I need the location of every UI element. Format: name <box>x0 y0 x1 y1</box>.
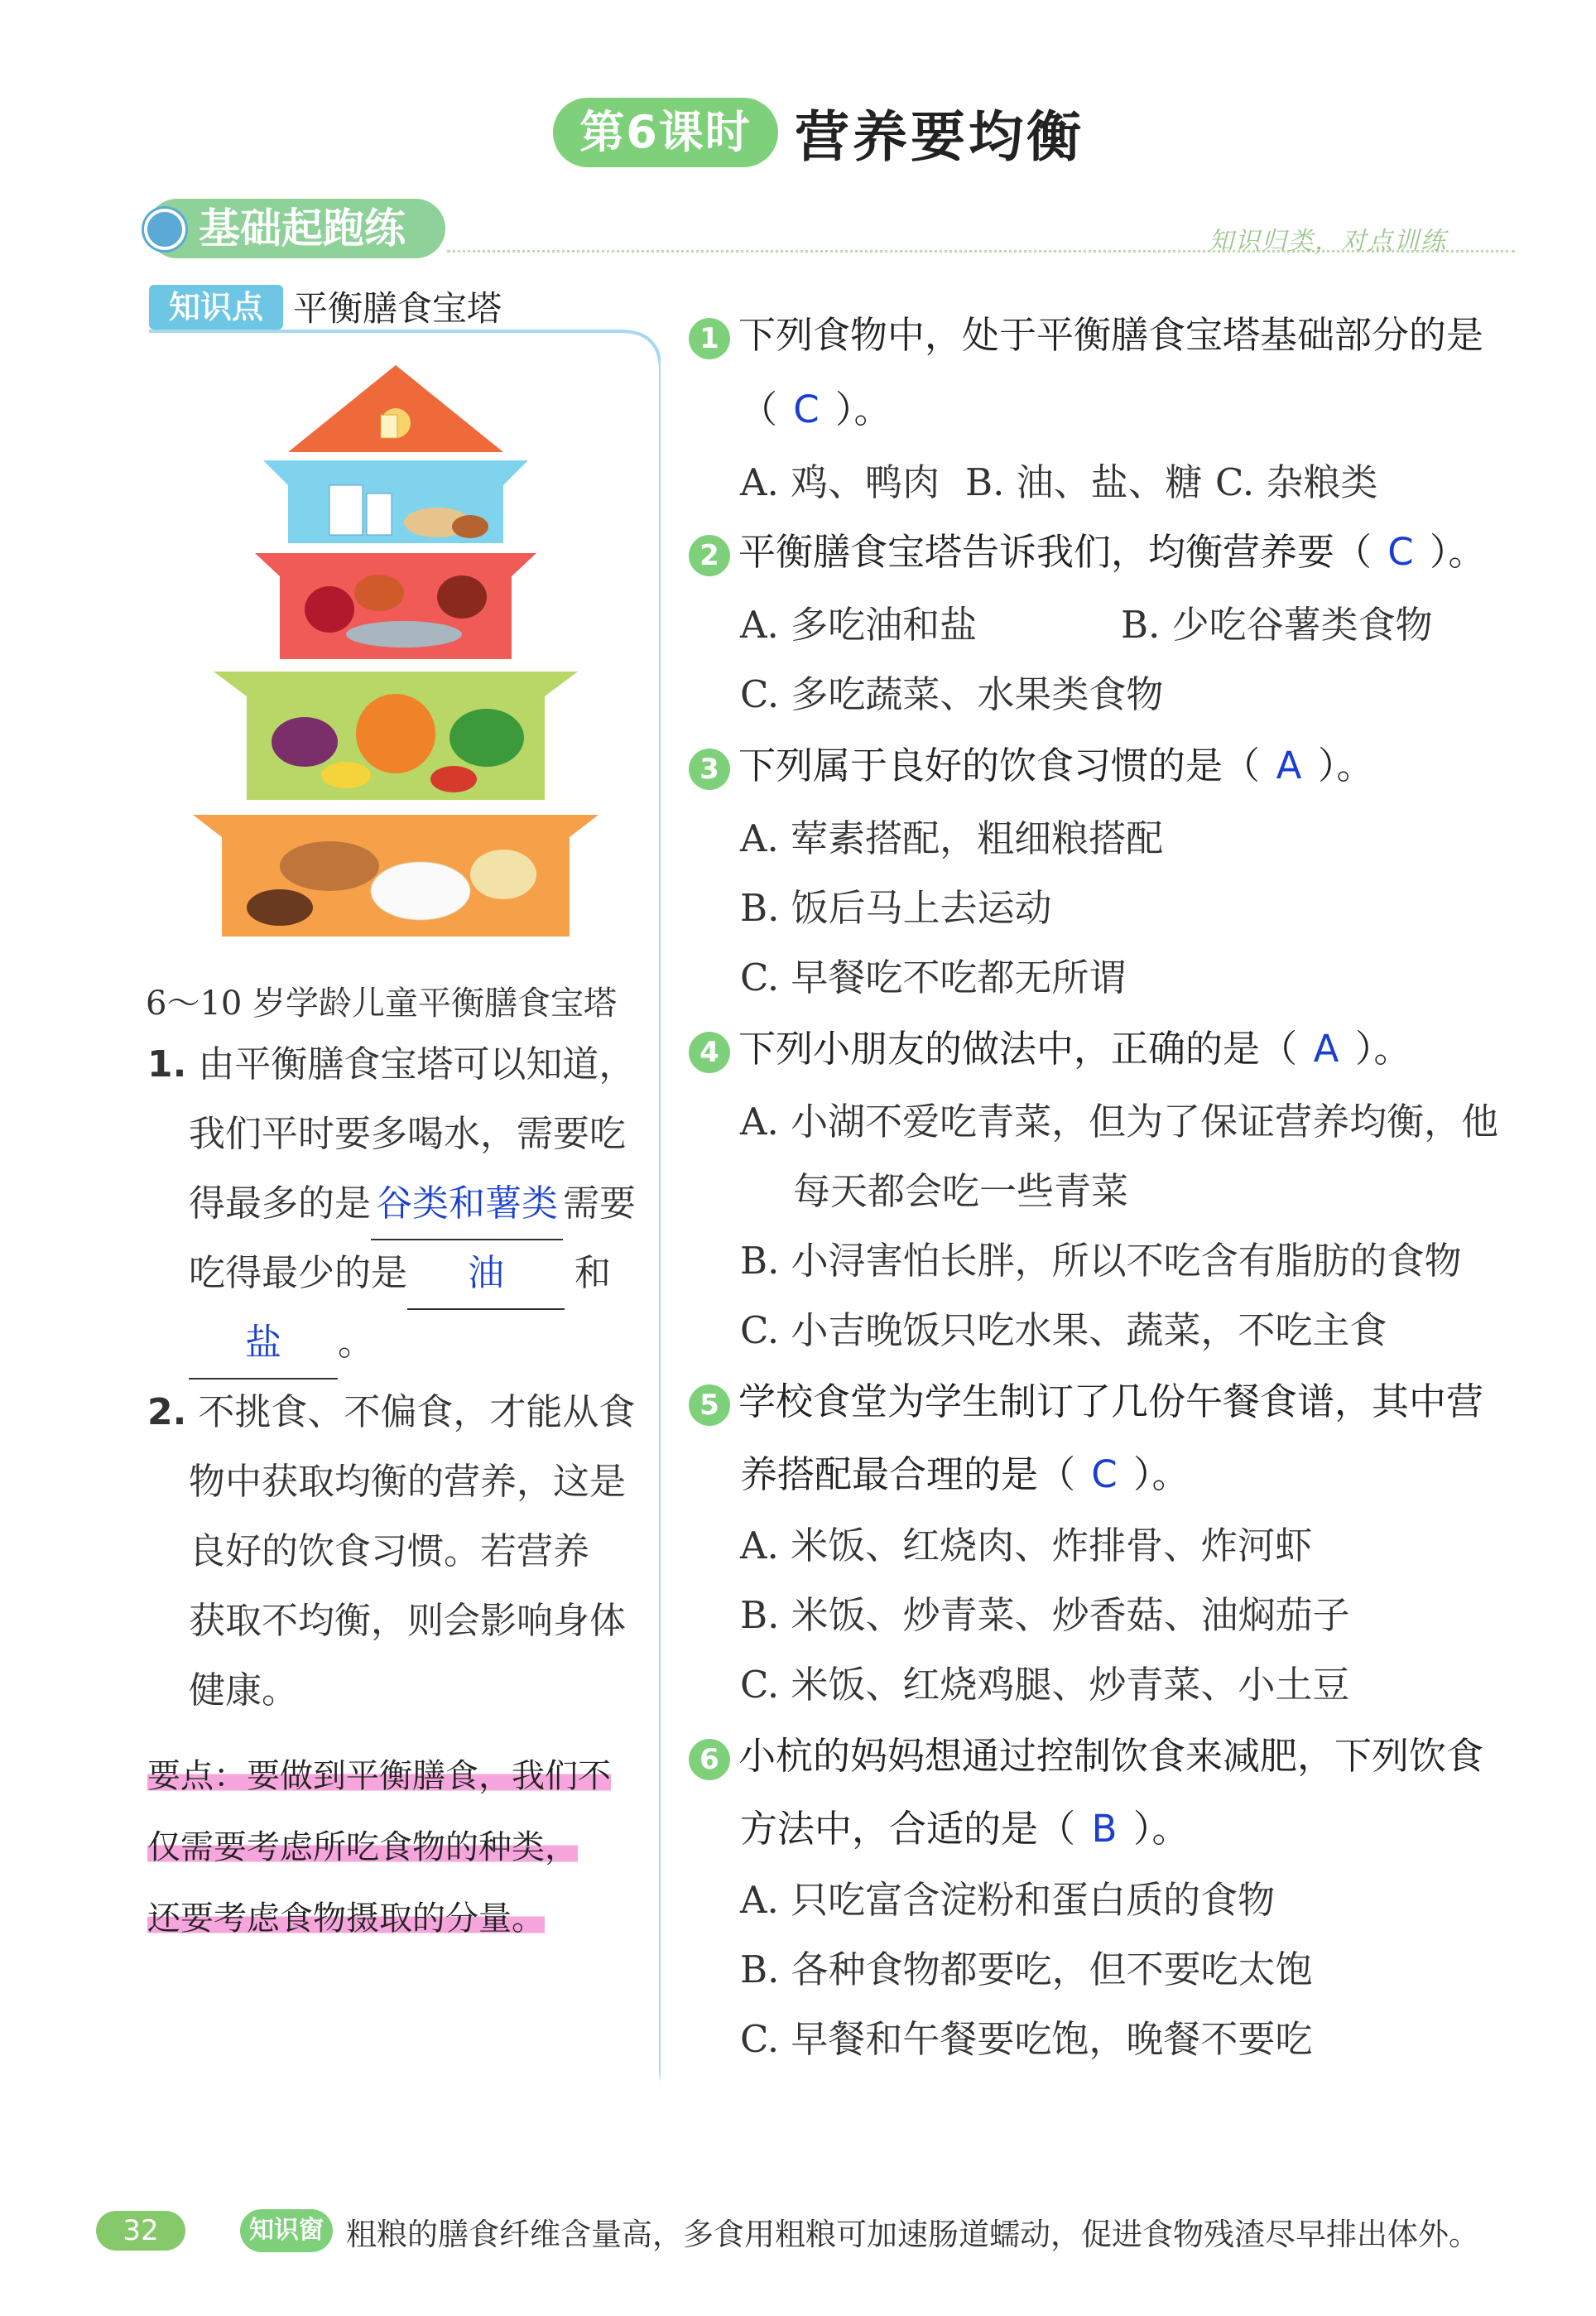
item2-line1 <box>147 1378 635 1447</box>
question-2-option-c[interactable]: C. 多吃蔬菜、水果类食物 <box>740 672 1164 716</box>
question-6-stem: 小杭的妈妈想通过控制饮食来减肥，下列饮食 <box>738 1734 1484 1778</box>
paren-close: ）。 <box>1355 1027 1411 1071</box>
question-number-1: 1 <box>689 318 730 359</box>
question-5-answer[interactable]: C <box>1091 1452 1118 1496</box>
item2-number: 2. <box>147 1391 187 1433</box>
paren-close: ）。 <box>1133 1807 1190 1851</box>
knowledge-window-tag: 知识窗 <box>240 2209 333 2252</box>
question-4-option-a[interactable]: A. 小湖不爱吃青菜，但为了保证营养均衡，他 <box>740 1100 1499 1144</box>
tip-line-1: 要点：要做到平衡膳食，我们不 <box>147 1757 611 1795</box>
question-1-answer[interactable]: C <box>793 388 820 431</box>
item1-line3-post: 需要 <box>563 1182 636 1225</box>
question-2-answer[interactable]: C <box>1387 530 1414 574</box>
lesson-badge: 第6课时 <box>553 98 778 167</box>
question-1 <box>689 305 1483 359</box>
question-4-stem: 下列小朋友的做法中，正确的是（ <box>738 1027 1298 1071</box>
question-number-3: 3 <box>689 749 730 790</box>
paren-close: ）。 <box>1318 744 1374 787</box>
question-3-option-c[interactable]: C. 早餐吃不吃都无所谓 <box>740 956 1127 999</box>
question-4-answer[interactable]: A <box>1313 1027 1339 1071</box>
item1-line4-pre: 吃得最少的是 <box>189 1252 407 1294</box>
answer-blank-1[interactable]: 谷类和薯类 <box>371 1169 563 1240</box>
question-number-5: 5 <box>689 1384 730 1426</box>
paren-open: （ <box>740 388 778 431</box>
item1-line4-post: 和 <box>574 1252 611 1294</box>
question-3-stem: 下列属于良好的饮食习惯的是（ <box>738 744 1261 787</box>
question-4 <box>689 1018 1411 1073</box>
question-3 <box>689 735 1374 790</box>
question-5-stem: 学校食堂为学生制订了几份午餐食谱，其中营 <box>738 1379 1484 1423</box>
question-1-stem: 下列食物中，处于平衡膳食宝塔基础部分的是 <box>738 313 1484 357</box>
section-banner: 基础起跑练 <box>147 199 445 258</box>
item2-line5: 健康。 <box>189 1669 298 1712</box>
item1-line3 <box>189 1169 636 1240</box>
tip-line-2: 仅需要考虑所吃食物的种类， <box>147 1828 578 1866</box>
item1-end: 。 <box>338 1322 374 1364</box>
paren-close: ）。 <box>1430 530 1486 574</box>
question-number-4: 4 <box>689 1032 730 1073</box>
question-5-option-b[interactable]: B. 米饭、炒青菜、炒香菇、油焖茄子 <box>740 1593 1350 1637</box>
item2-line2: 物中获取均衡的营养，这是 <box>189 1461 626 1503</box>
question-6-option-c[interactable]: C. 早餐和午餐要吃饱，晚餐不要吃 <box>740 2017 1313 2061</box>
paren-close: ）。 <box>835 388 892 431</box>
question-2-option-a[interactable]: A. 多吃油和盐 <box>740 603 978 647</box>
question-5-option-a[interactable]: A. 米饭、红烧肉、炸排骨、炸河虾 <box>740 1524 1313 1567</box>
question-5-option-c[interactable]: C. 米饭、红烧鸡腿、炒青菜、小土豆 <box>740 1663 1350 1707</box>
lesson-title: 营养要均衡 <box>795 105 1084 169</box>
question-4-option-a-cont: 每天都会吃一些青菜 <box>793 1169 1129 1213</box>
tip-line-3: 还要考虑食物摄取的分量。 <box>147 1900 545 1938</box>
question-3-answer[interactable]: A <box>1276 744 1302 787</box>
item1-number: 1. <box>147 1043 187 1086</box>
question-1-option-b[interactable]: B. 油、盐、糖 <box>965 460 1203 504</box>
item1-line5 <box>189 1308 374 1379</box>
question-1-option-c[interactable]: C. 杂粮类 <box>1215 460 1378 504</box>
key-point-note <box>147 1741 654 1954</box>
question-1-option-a[interactable]: A. 鸡、鸭肉 <box>740 460 940 504</box>
question-number-2: 2 <box>689 535 730 576</box>
question-5-stem-cont: 养搭配最合理的是（ <box>740 1452 1076 1496</box>
knowledge-point-title: 平衡膳食宝塔 <box>293 288 502 329</box>
question-number-6: 6 <box>689 1739 730 1780</box>
question-6-stem-cont: 方法中，合适的是（ <box>740 1807 1076 1851</box>
question-6-option-b[interactable]: B. 各种食物都要吃，但不要吃太饱 <box>740 1948 1313 1991</box>
question-5 <box>689 1371 1483 1426</box>
answer-blank-3[interactable]: 盐 <box>189 1308 338 1379</box>
question-6 <box>689 1726 1483 1780</box>
question-5-answer-line <box>740 1444 1190 1498</box>
item2-line3: 良好的饮食习惯。若营养 <box>189 1530 589 1572</box>
question-6-option-a[interactable]: A. 只吃富含淀粉和蛋白质的食物 <box>740 1878 1276 1922</box>
question-2-option-b[interactable]: B. 少吃谷薯类食物 <box>1121 603 1433 647</box>
food-pyramid-illustration <box>189 361 603 941</box>
item1-line3-pre: 得最多的是 <box>189 1182 371 1225</box>
section-note: 知识归类，对点训练 <box>1209 227 1447 256</box>
question-4-option-c[interactable]: C. 小吉晚饭只吃水果、蔬菜，不吃主食 <box>740 1308 1387 1352</box>
question-3-option-a[interactable]: A. 荤素搭配，粗细粮搭配 <box>740 816 1164 860</box>
item2-text: 不挑食、不偏食，才能从食 <box>198 1391 636 1433</box>
item1-line2: 我们平时要多喝水，需要吃 <box>189 1113 626 1155</box>
magnifier-icon <box>144 209 185 250</box>
knowledge-point-tag: 知识点 <box>149 285 283 330</box>
pyramid-caption: 6～10 岁学龄儿童平衡膳食宝塔 <box>146 985 618 1023</box>
answer-blank-2[interactable]: 油 <box>407 1239 565 1310</box>
item1-line4 <box>189 1239 611 1310</box>
question-6-answer[interactable]: B <box>1091 1807 1118 1851</box>
paren-close: ）。 <box>1133 1452 1190 1496</box>
item1-text: 由平衡膳食宝塔可以知道， <box>198 1043 636 1086</box>
question-6-answer-line <box>740 1798 1190 1852</box>
knowledge-window-text: 粗粮的膳食纤维含量高，多食用粗粮可加速肠道蠕动，促进食物残渣尽早排出体外。 <box>346 2217 1479 2252</box>
question-2 <box>689 522 1486 576</box>
question-3-option-b[interactable]: B. 饭后马上去运动 <box>740 886 1052 930</box>
question-2-stem: 平衡膳食宝塔告诉我们，均衡营养要（ <box>738 530 1372 574</box>
item1-line1 <box>147 1030 635 1100</box>
question-1-answer-line <box>740 379 892 433</box>
item2-line4: 获取不均衡，则会影响身体 <box>189 1600 626 1642</box>
page-number: 32 <box>96 2211 185 2251</box>
question-4-option-b[interactable]: B. 小浔害怕长胖，所以不吃含有脂肪的食物 <box>740 1239 1462 1283</box>
